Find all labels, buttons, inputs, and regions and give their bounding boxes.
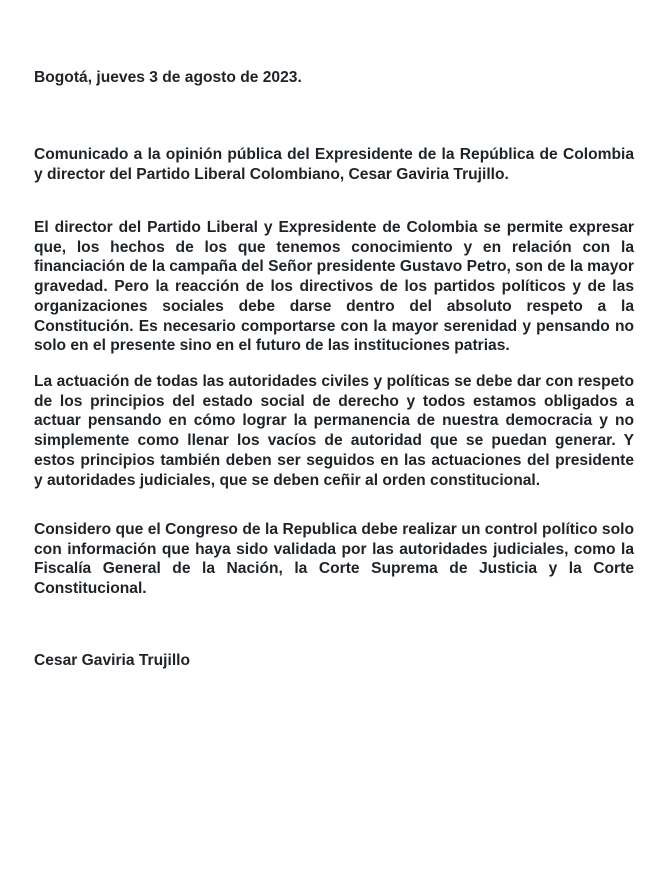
document-page [34,68,634,669]
body-paragraph: Considero que el Congreso de la Republica debe realizar un control político solo con información que haya sido validada por las autoridades judiciales, como la Fiscalía General de la Nación, la Corte Suprema de Justicia y la Corte Constitucional. [34,521,634,598]
signature-name: Cesar Gaviria Trujillo [34,652,191,669]
body-paragraph: El director del Partido Liberal y Expresidente de Colombia se permite expresar que, los hechos de los que tenemos conocimiento y en relación con la financiación de la campaña del Señor presidente Gustavo Petro, son de la mayor gravedad. Pero la reacción de los directivos de los partidos políticos y de las organizaciones sociales debe darse dentro del absoluto respeto a la Constitución. Es necesario comportarse con la mayor serenidad y pensando no solo en el presente sino en el futuro de las instituciones patrias. [34,219,634,355]
communique-title: Comunicado a la opinión pública del Expresidente de la República de Colombia y director del Partido Liberal Colombiano, Cesar Gaviria Trujillo. [34,146,634,183]
body-paragraph: La actuación de todas las autoridades civiles y políticas se debe dar con respeto de los principios del estado social de derecho y todos estamos obligados a actuar pensando en cómo lograr la permanencia de nuestra democracia y no simplemente como llenar los vacíos de autoridad que se puedan generar. Y estos principios también deben ser seguidos en las actuaciones del presidente y autoridades judiciales, que se deben ceñir al orden constitucional. [34,373,634,489]
date-line: Bogotá, jueves 3 de agosto de 2023. [34,69,302,86]
